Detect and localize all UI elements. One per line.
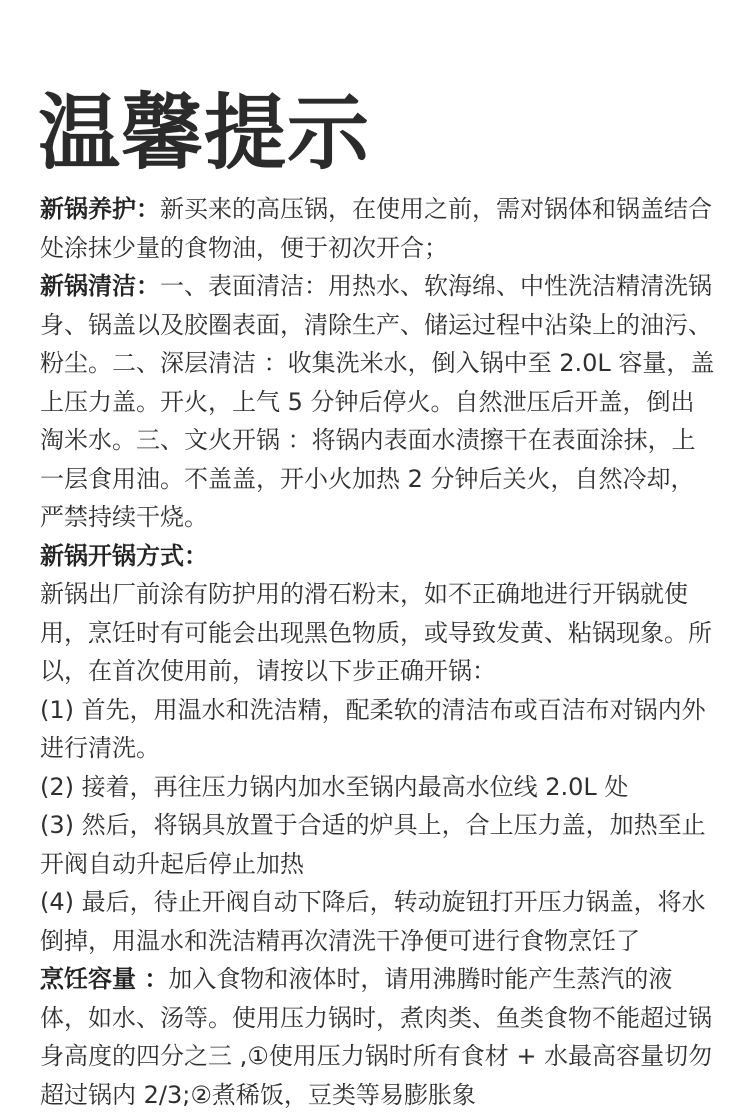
capacity-text: 加入食物和液体时，请用沸腾时能产生蒸汽的液体，如水、汤等。使用压力锅时，煮肉类、鱼类食物不能超过锅身高度的四分之三 ,①使用压力锅时所有食材 + 水最高容量切勿超过锅内 2/3;②煮稀饭，豆类等易膨胀象	[40, 965, 713, 1109]
care-label: 新锅养护：	[40, 195, 160, 223]
clean-paragraph	[40, 267, 716, 537]
season-step-3: (3) 然后，将锅具放置于合适的炉具上，合上压力盖，加热至止开阀自动升起后停止加热	[40, 811, 706, 878]
page-title: 温馨提示	[38, 86, 371, 181]
season-heading: 新锅开锅方式：	[40, 541, 208, 570]
clean-label: 新锅清洁：	[40, 272, 160, 300]
care-paragraph	[40, 190, 716, 267]
tips-content	[40, 190, 716, 1114]
care-text: 新买来的高压锅，在使用之前，需对锅体和锅盖结合处涂抹少量的食物油，便于初次开合；	[40, 195, 712, 262]
season-step-4: (4) 最后，待止开阀自动下降后，转动旋钮打开压力锅盖，将水倒掉，用温水和洗洁精再次清洗干净便可进行食物烹饪了	[40, 888, 706, 955]
capacity-paragraph	[40, 960, 716, 1114]
capacity-label: 烹饪容量 ：	[40, 965, 169, 993]
season-step-2: (2) 接着，再往压力锅内加水至锅内最高水位线 2.0L 处	[40, 772, 629, 801]
season-step-1: (1) 首先，用温水和洗洁精，配柔软的清洁布或百洁布对锅内外进行清洗。	[40, 695, 706, 762]
season-intro: 新锅出厂前涂有防护用的滑石粉末，如不正确地进行开锅就使用，烹饪时有可能会出现黑色物质，或导致发黄、粘锅现象。所以，在首次使用前，请按以下步正确开锅：	[40, 580, 712, 685]
clean-text: 一、表面清洁：用热水、软海绵、中性洗洁精清洗锅身、锅盖以及胶圈表面，清除生产、储运过程中沾染上的油污、粉尘。二、深层清洁 ：收集洗米水，倒入锅中至 2.0L 容量，盖上压力盖。开火，上气 5 分钟后停火。自然泄压后开盖，倒出淘米水。三、文火开锅 ：将锅内表面水渍擦干在表面涂抹，上一层食用油。不盖盖，开小火加热 2 分钟后关火，自然冷却，严禁持续干烧。	[40, 272, 715, 531]
